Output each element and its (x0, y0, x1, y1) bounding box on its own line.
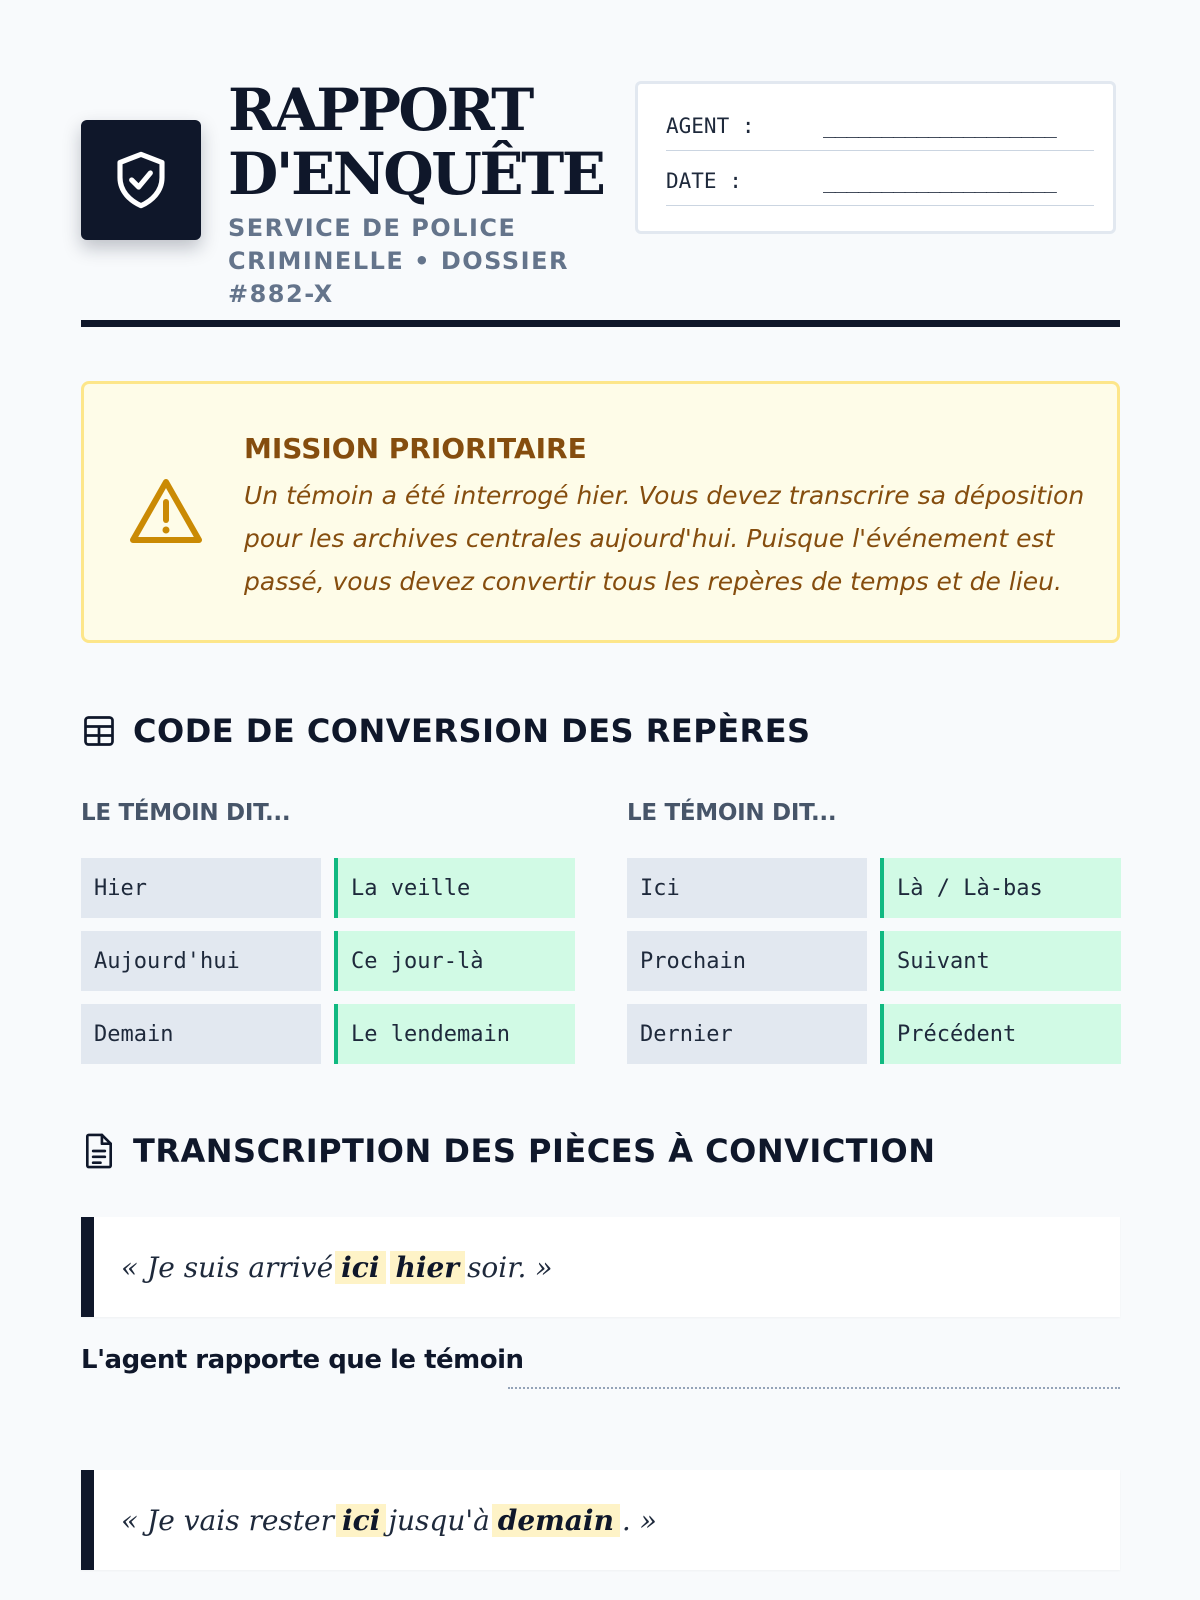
subtitle-line-2: CRIMINELLE • DOSSIER #882-X (228, 247, 569, 308)
agent-label: AGENT : (666, 114, 755, 138)
conversion-to: Suivant (880, 931, 1121, 991)
conversion-heading-text: CODE DE CONVERSION DES REPÈRES (133, 712, 811, 750)
conversion-from: Dernier (627, 1004, 867, 1064)
quote-text: soir. » (467, 1250, 553, 1284)
priority-alert (81, 381, 1120, 643)
conversion-to: Là / Là-bas (880, 858, 1121, 918)
agent-blank: ____________________ (823, 114, 1056, 138)
page-title (228, 78, 658, 206)
answer-input[interactable] (508, 1387, 1120, 1389)
conversion-table-place (627, 800, 1121, 1077)
subtitle-line-1: SERVICE DE POLICE (228, 214, 517, 242)
conversion-row (81, 1004, 575, 1064)
conversion-row (627, 858, 1121, 918)
header-divider (81, 320, 1120, 327)
conversion-heading (81, 712, 811, 750)
conversion-from: Hier (81, 858, 321, 918)
conversion-to: Ce jour-là (334, 931, 575, 991)
report-page (81, 0, 1120, 1537)
date-blank: ____________________ (823, 169, 1056, 193)
quote-text: . » (621, 1503, 657, 1537)
highlighted-word: ici (336, 1504, 386, 1537)
answer-label: L'agent rapporte que le témoin (81, 1345, 524, 1375)
document-icon (81, 1132, 117, 1170)
agent-rule (666, 150, 1094, 151)
answer-row (81, 1345, 1120, 1395)
conversion-row (627, 931, 1121, 991)
conversion-column-header: LE TÉMOIN DIT... (627, 800, 837, 826)
quote-text: « Je suis arrivé (121, 1250, 334, 1284)
date-label: DATE : (666, 169, 742, 193)
page-subtitle (228, 212, 658, 311)
shield-check-icon (113, 149, 169, 211)
conversion-to: Précédent (880, 1004, 1121, 1064)
conversion-to: Le lendemain (334, 1004, 575, 1064)
conversion-table-time (81, 800, 575, 1077)
highlighted-word: demain (492, 1504, 620, 1537)
title-line-2: D'ENQUÊTE (228, 140, 604, 208)
warning-icon (128, 476, 204, 546)
conversion-to: La veille (334, 858, 575, 918)
conversion-column-header: LE TÉMOIN DIT... (81, 800, 291, 826)
alert-title: MISSION PRIORITAIRE (244, 432, 587, 465)
highlighted-word: ici (335, 1251, 385, 1284)
conversion-from: Demain (81, 1004, 321, 1064)
evidence-quote (81, 1470, 1120, 1570)
evidence-quote (81, 1217, 1120, 1317)
conversion-row (81, 858, 575, 918)
logo-badge (81, 120, 201, 240)
conversion-row (81, 931, 575, 991)
title-line-1: RAPPORT (228, 76, 532, 144)
report-header (81, 0, 1120, 330)
date-field[interactable] (666, 167, 1085, 222)
title-block (228, 78, 658, 311)
conversion-row (627, 1004, 1121, 1064)
agent-field[interactable] (666, 112, 1085, 167)
evidence-heading-text: TRANSCRIPTION DES PIÈCES À CONVICTION (133, 1132, 936, 1170)
alert-text: Un témoin a été interrogé hier. Vous devez transcrire sa déposition pour les archives centrales aujourd'hui. Puisque l'événement est passé, vous devez convertir tous les repères de temps et de lieu. (244, 481, 1085, 596)
conversion-from: Aujourd'hui (81, 931, 321, 991)
quote-text: « Je vais rester (121, 1503, 334, 1537)
highlighted-word: hier (390, 1251, 466, 1284)
conversion-from: Ici (627, 858, 867, 918)
table-icon (81, 713, 117, 749)
date-rule (666, 205, 1094, 206)
evidence-heading (81, 1132, 936, 1170)
conversion-from: Prochain (627, 931, 867, 991)
quote-text: jusqu'à (388, 1503, 490, 1537)
agent-date-box (635, 81, 1116, 234)
